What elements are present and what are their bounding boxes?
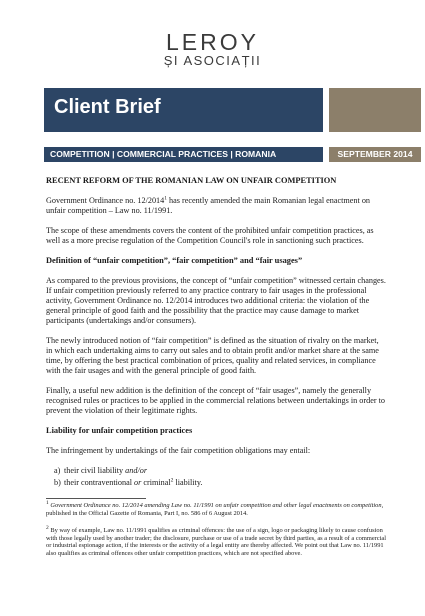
page-title: Client Brief: [54, 96, 161, 118]
list-item: b) their contraventional or criminal$^2$ liability.: [54, 477, 203, 487]
footnote-1: $^1$ Government Ordinance no. 12/2014 amending Law no. 11/1991 on unfair competition and other legal enactments on competition, published in the Official Gazette of Romania, Part I, no. 586 of 6 August 2014.: [46, 499, 384, 517]
liability-list: [46, 466, 386, 488]
logo-main-text: LEROY: [166, 29, 259, 55]
section-heading-definitions: Definition of “unfair competition”, “fair competition” and “fair usages”: [46, 256, 303, 265]
paragraph-scope: The scope of these amendments covers the content of the prohibited unfair competition practices, as well as a more precise regulation of the Competition Council's role in sanctioning such practices.: [46, 226, 374, 245]
issue-date: SEPTEMBER 2014: [337, 149, 413, 159]
footnote-2: $^2$ By way of example, Law no. 11/1991 qualifies as criminal offences: the use of a sign, logo or packaging likely to cause confusion with those legally used by another trader; the disclosure, purchase or use of a trade secret by third parties, as a result of a commercial or industrial espionage action, if the interests or the activity of a legal entity are thereby affected. We point out that Law no. 11/1991 also qualifies as criminal offences other unfair competition practices, which are not specified above.: [46, 525, 387, 557]
footnote-ref-2[interactable]: 2: [170, 477, 174, 484]
decorative-box: [329, 88, 421, 132]
paragraph-unfair-competition: As compared to the previous provisions, the concept of “unfair competition” witnessed certain changes. If unfair competition previously referred to any practice contrary to fair usages in the professional activity, Government Ordinance no. 12/2014 introduces two additional criteria: the violation of the general principle of good faith and the possibility that the practice may cause damage to market participants (undertakings and/or consumers).: [46, 276, 386, 325]
paragraph-intro: Government Ordinance no. 12/2014$^1$ has recently amended the main Romanian legal enactment on unfair competition – Law no. 11/1991.: [46, 195, 371, 215]
article-body: [46, 170, 386, 568]
footnote-divider: [46, 498, 146, 499]
category-bar: [44, 147, 323, 162]
firm-logo: [0, 30, 425, 68]
logo-sub-text: ȘI ASOCIAȚII: [163, 53, 262, 68]
paragraph-infringement: The infringement by undertakings of the fair competition obligations may entail:: [46, 446, 311, 455]
footnote-ref-1[interactable]: 1: [164, 195, 167, 202]
list-item: a) their civil liability and/or: [54, 466, 148, 475]
title-banner: [44, 88, 323, 132]
paragraph-fair-usages: Finally, a useful new addition is the definition of the concept of “fair usages”, namely the generally recognised rules or practices to be applied in the commercial relations between undertakings in order to prevent the violation of their legitimate rights.: [46, 386, 385, 415]
section-heading-liability: Liability for unfair competition practices: [46, 426, 193, 435]
paragraph-fair-competition: The newly introduced notion of “fair competition” is defined as the situation of rivalry on the market, in which each undertaking aims to carry out sales and to obtain profit and/or market share at the same time, by offering the best practical combination of prices, quality and related services, in compliance with the fair usages and with the general principle of good faith.: [46, 336, 379, 375]
date-bar: [329, 147, 421, 162]
article-title: RECENT REFORM OF THE ROMANIAN LAW ON UNFAIR COMPETITION: [46, 176, 337, 185]
category-text: COMPETITION | COMMERCIAL PRACTICES | ROMANIA: [50, 149, 277, 159]
